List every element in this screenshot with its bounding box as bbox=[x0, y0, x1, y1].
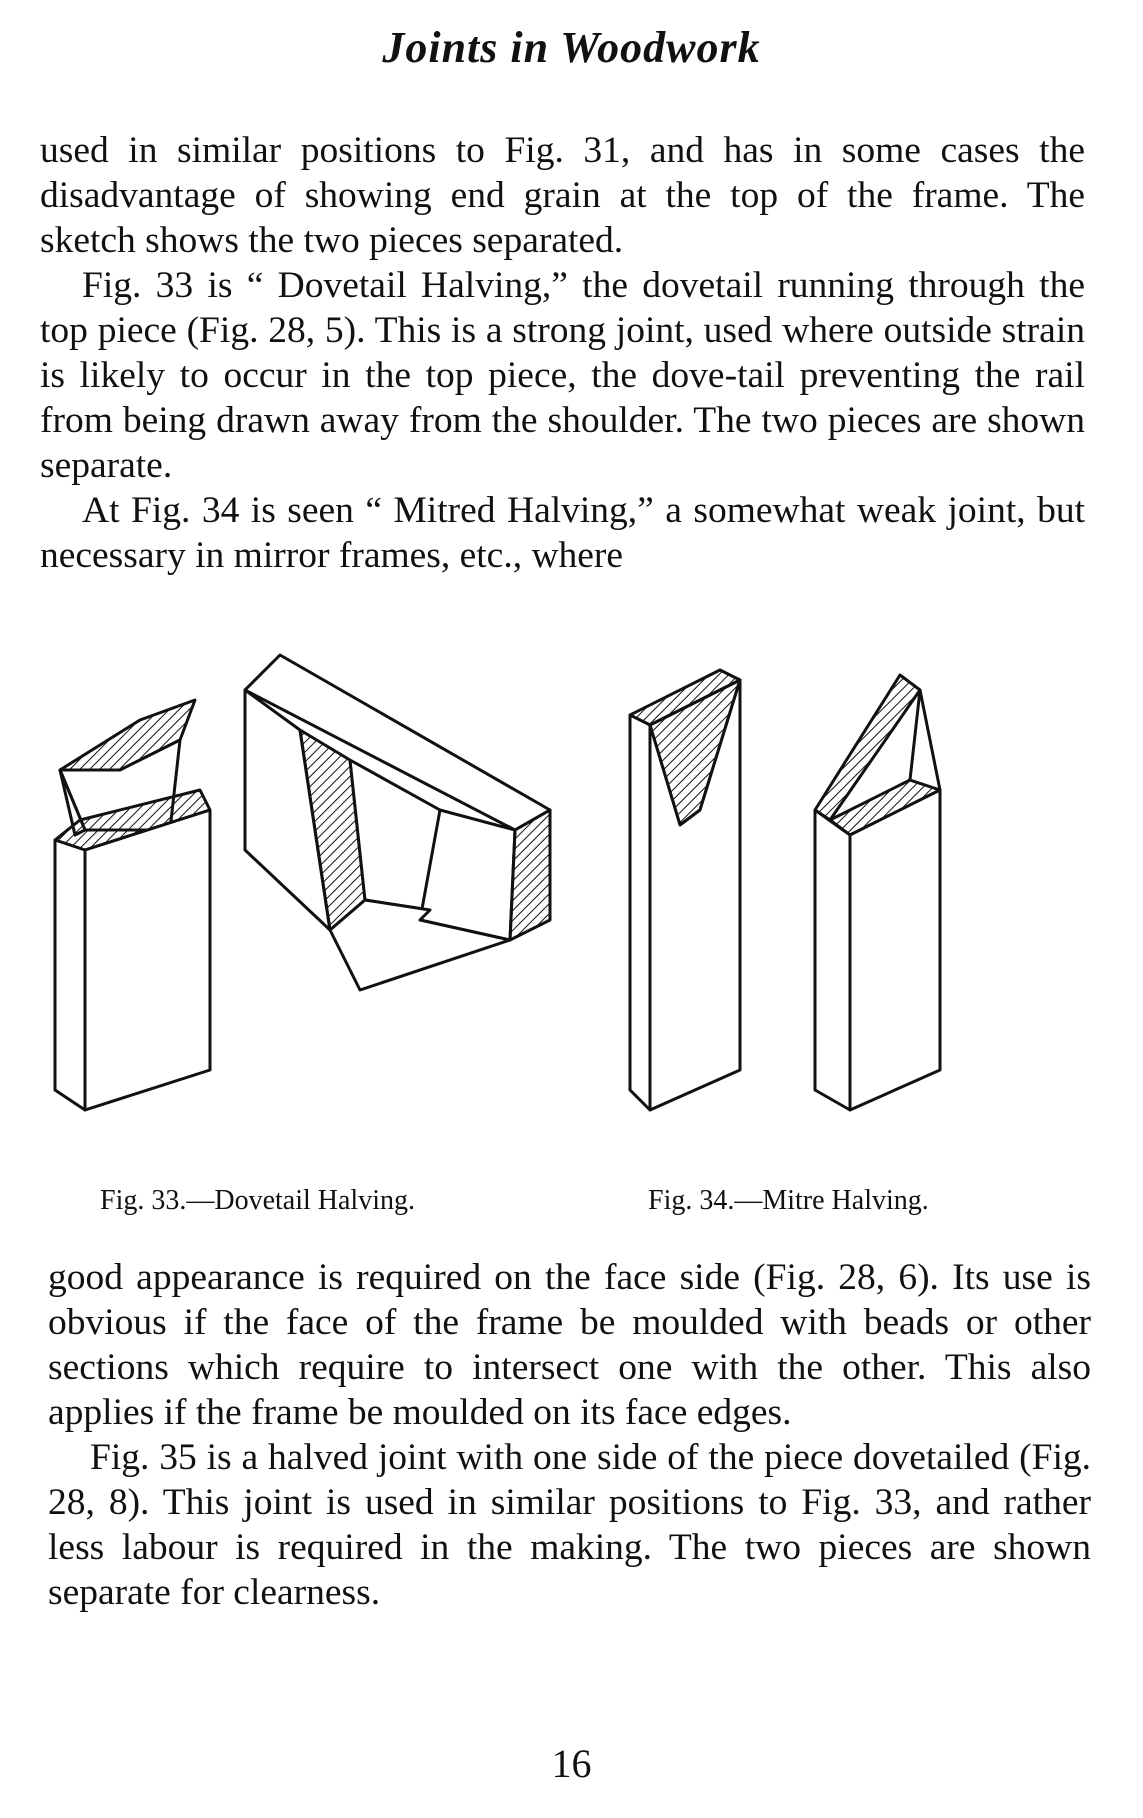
paragraph-continuation-bottom: good appearance is required on the face side (Fig. 28, 6). Its use is obvious if the face of the frame be moulded with beads or other sections which require to intersect one with the other. This also applies if the frame be moulded on its face edges. bbox=[48, 1257, 1091, 1433]
page-title: Joints in Woodwork bbox=[382, 23, 761, 72]
caption-fig33: Fig. 33.—Dovetail Halving. bbox=[100, 1185, 415, 1216]
body-text-bottom bbox=[48, 1255, 1091, 1615]
paragraph-fig33: Fig. 33 is “ Dovetail Halving,” the dovetail running through the top piece (Fig. 28, 5). This is a strong joint, used where outside strain is likely to occur in the top piece, the dove-tail preventing the rail from being drawn away from the shoulder. The two pieces are shown separate. bbox=[40, 265, 1085, 486]
paragraph-fig34: At Fig. 34 is seen “ Mitred Halving,” a somewhat weak joint, but necessary in mirror frames, etc., where bbox=[40, 490, 1085, 576]
paragraph-continuation: used in similar positions to Fig. 31, and has in some cases the disadvantage of showing end grain at the top of the frame. The sketch shows the two pieces separated. bbox=[40, 130, 1085, 261]
fig34-right-piece bbox=[815, 675, 940, 1110]
body-text-top bbox=[40, 128, 1085, 578]
page-number: 16 bbox=[551, 1741, 592, 1786]
paragraph-fig35: Fig. 35 is a halved joint with one side of the piece dovetailed (Fig. 28, 8). This joint is used in similar positions to Fig. 33, and rather less labour is required in the making. The two pieces are shown separate for clearness. bbox=[48, 1437, 1091, 1613]
caption-fig34: Fig. 34.—Mitre Halving. bbox=[648, 1185, 929, 1216]
fig33-rail-piece bbox=[245, 655, 550, 990]
figure-illustrations bbox=[40, 650, 1100, 1190]
fig34-left-piece bbox=[630, 670, 740, 1110]
fig33-upright-piece bbox=[55, 790, 210, 1110]
